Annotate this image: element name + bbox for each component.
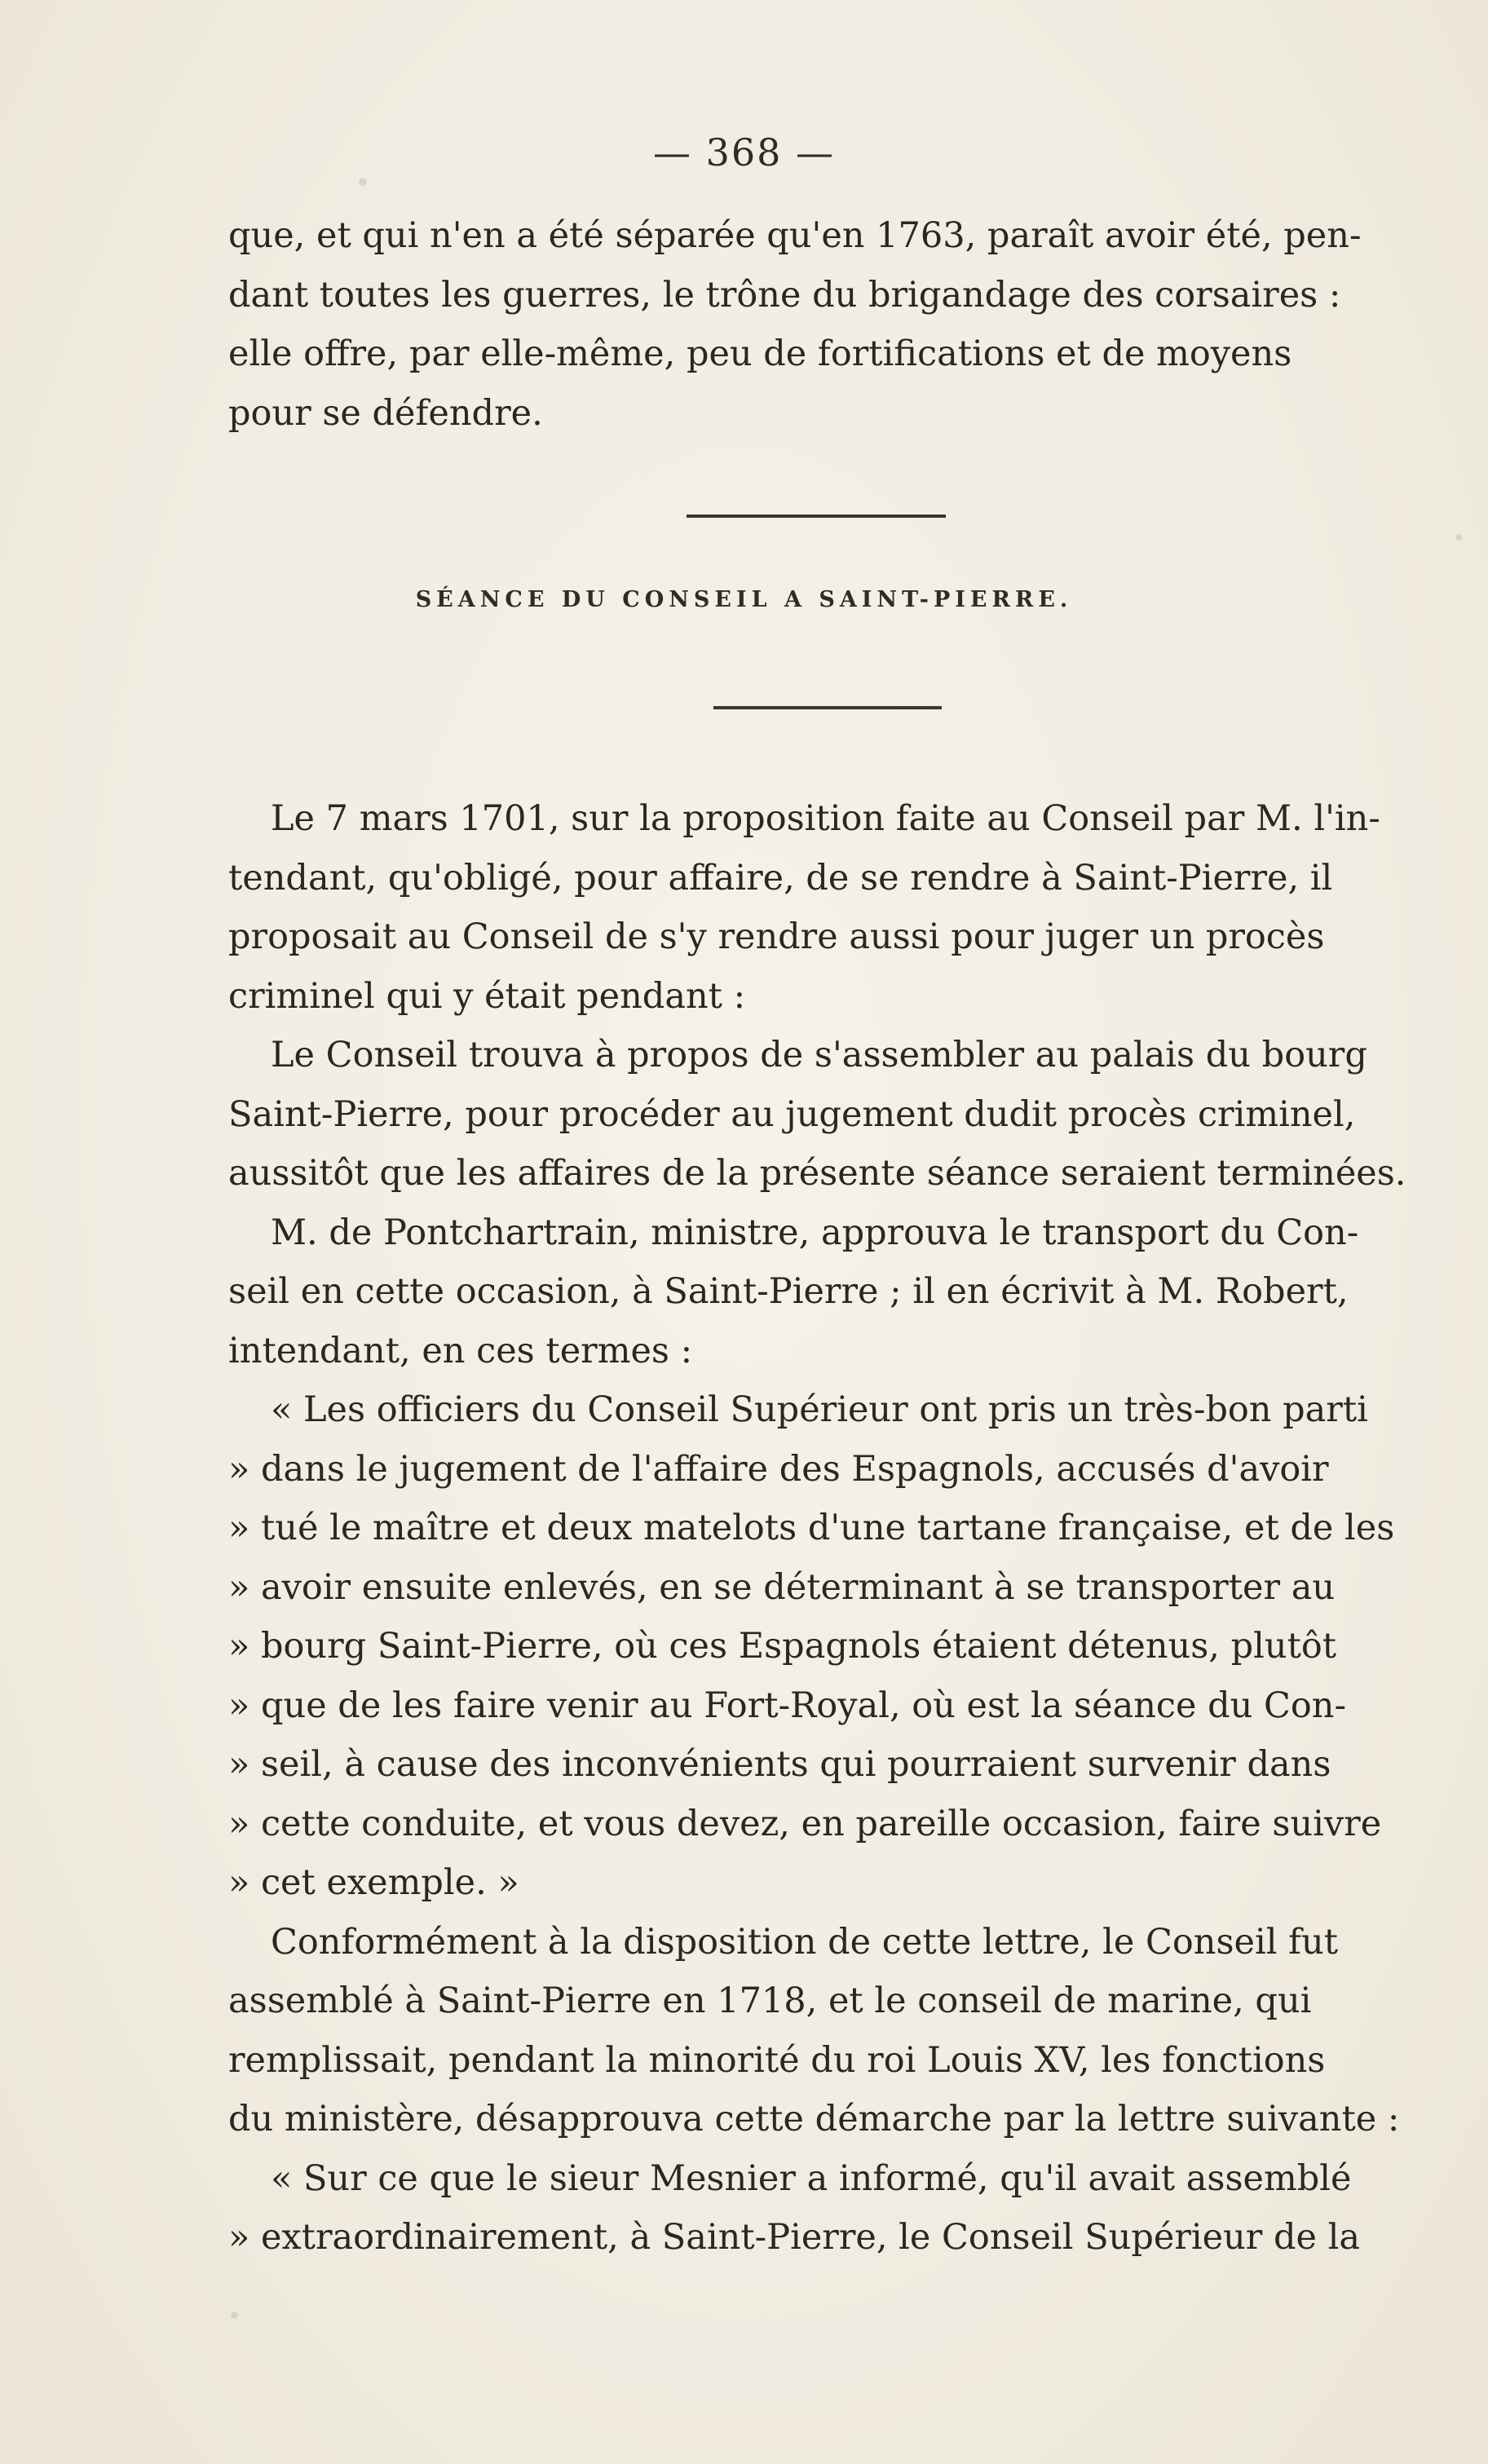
quote-line: » tué le maître et deux matelots d'une tartane française, et de les (228, 1508, 1395, 1548)
text-line: proposait au Conseil de s'y rendre aussi pour juger un procès (228, 916, 1325, 957)
paper-spot (1455, 534, 1462, 541)
quote-line: « Sur ce que le sieur Mesnier a informé, qu'il avait assemblé (271, 2157, 1352, 2199)
text-line: Le Conseil trouva à propos de s'assembler au palais du bourg (271, 1035, 1367, 1075)
text-line: elle offre, par elle-même, peu de fortifications et de moyens (228, 333, 1292, 374)
text-line: seil en cette occasion, à Saint-Pierre ; il en écrivit à M. Robert, (228, 1271, 1349, 1312)
text-line: Le 7 mars 1701, sur la proposition faite au Conseil par M. l'in- (271, 798, 1380, 839)
quote-line: « Les officiers du Conseil Supérieur ont pris un très-bon parti (271, 1389, 1368, 1430)
text-line: M. de Pontchartrain, ministre, approuva le transport du Con- (271, 1212, 1359, 1253)
paper-spot (231, 2312, 238, 2319)
text-line: assemblé à Saint-Pierre en 1718, et le conseil de marine, qui (228, 1980, 1312, 2021)
text-line: Conformément à la disposition de cette lettre, le Conseil fut (271, 1921, 1339, 1963)
text-line: que, et qui n'en a été séparée qu'en 1763, paraît avoir été, pen- (228, 215, 1362, 256)
paper-spot (359, 178, 367, 186)
text-line: dant toutes les guerres, le trône du brigandage des corsaires : (228, 274, 1341, 316)
quote-line: » cet exemple. » (228, 1862, 519, 1903)
quote-line: » dans le jugement de l'affaire des Espagnols, accusés d'avoir (228, 1448, 1329, 1490)
quote-line: » extraordinairement, à Saint-Pierre, le Conseil Supérieur de la (228, 2217, 1361, 2258)
text-line: criminel qui y était pendant : (228, 975, 746, 1017)
quote-line: » que de les faire venir au Fort-Royal, où est la séance du Con- (228, 1685, 1347, 1726)
text-line: aussitôt que les affaires de la présente séance seraient terminées. (228, 1153, 1406, 1194)
text-line: pour se défendre. (228, 392, 543, 434)
main-text (228, 789, 1419, 2267)
text-line: Saint-Pierre, pour procéder au jugement dudit procès criminel, (228, 1093, 1356, 1135)
text-line: remplissait, pendant la minorité du roi Louis XV, les fonctions (228, 2039, 1326, 2081)
text-line: intendant, en ces termes : (228, 1330, 693, 1371)
quote-line: » cette conduite, et vous devez, en pareille occasion, faire suivre (228, 1803, 1382, 1844)
section-rule-bottom (713, 706, 942, 709)
page-number: — 368 — (652, 130, 836, 174)
text-line: du ministère, désapprouva cette démarche par la lettre suivante : (228, 2099, 1400, 2139)
text-line: tendant, qu'obligé, pour affaire, de se rendre à Saint-Pierre, il (228, 857, 1333, 899)
quote-line: » avoir ensuite enlevés, en se déterminant à se transporter au (228, 1566, 1336, 1608)
quote-line: » bourg Saint-Pierre, où ces Espagnols étaient détenus, plutôt (228, 1626, 1337, 1667)
section-heading: SÉANCE DU CONSEIL A SAINT-PIERRE. (415, 587, 1073, 612)
quote-line: » seil, à cause des inconvénients qui pourraient survenir dans (228, 1744, 1331, 1785)
paragraph-continuation (228, 206, 1419, 443)
section-rule-top (687, 514, 946, 518)
